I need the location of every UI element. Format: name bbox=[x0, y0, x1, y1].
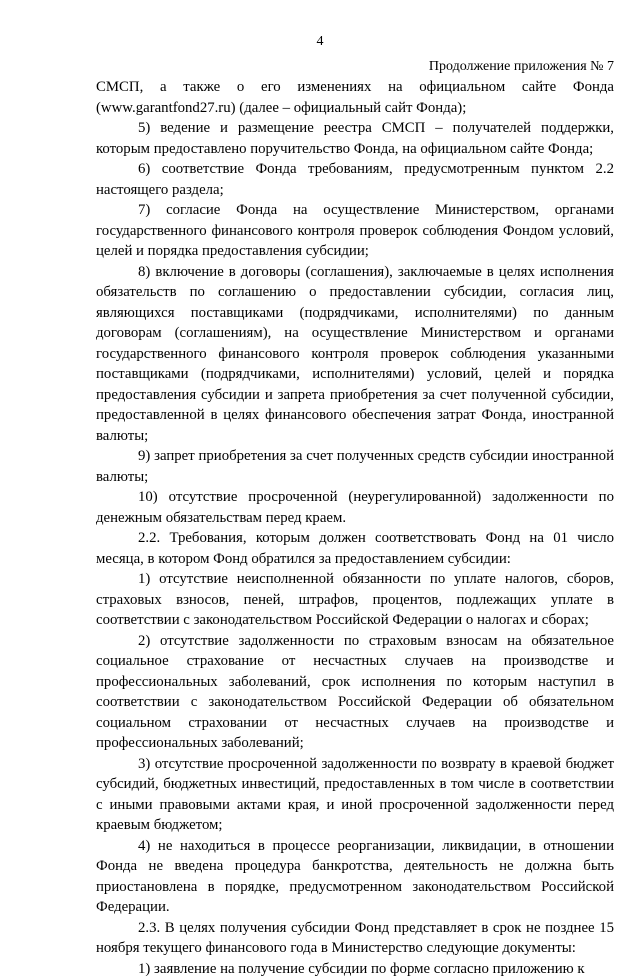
paragraph: 8) включение в договоры (соглашения), заключаемые в целях исполнения обязательств по соглашению о предоставлении субсидии, согласия лиц, являющихся поставщиками (подрядчиками, исполнителями) по данным договорам (соглашениям), на осуществление Министерством и органами государственного финансового контроля проверок соблюдения указанными поставщиками (подрядчиками, исполнителями) условий, целей и порядка предоставления субсидии и запрета приобретения за счет полученной субсидии, предоставленной в целях финансового обеспечения затрат Фонда, иностранной валюты; bbox=[96, 262, 614, 447]
paragraph: 6) соответствие Фонда требованиям, предусмотренным пунктом 2.2 настоящего раздела; bbox=[96, 159, 614, 200]
paragraph: 2) отсутствие задолженности по страховым взносам на обязательное социальное страхование от несчастных случаев на производстве и профессиональных заболеваний, срок исполнения по которым наступил в соответствии с законодательством Российской Федерации об обязательном социальном страховании от несчастных случаев на производстве и профессиональных заболеваний; bbox=[96, 631, 614, 754]
paragraph: 1) отсутствие неисполненной обязанности по уплате налогов, сборов, страховых взносов, пеней, штрафов, процентов, подлежащих уплате в соответствии с законодательством Российской Федерации о налогах и сборах; bbox=[96, 569, 614, 631]
page-number: 4 bbox=[0, 34, 640, 50]
section-paragraph: 2.2. Требования, которым должен соответствовать Фонд на 01 число месяца, в котором Фонд обратился за предоставлением субсидии: bbox=[96, 528, 614, 569]
paragraph: 3) отсутствие просроченной задолженности по возврату в краевой бюджет субсидий, бюджетных инвестиций, предоставленных в том числе в соответствии с иными правовыми актами края, и иной просроченной задолженности перед краевым бюджетом; bbox=[96, 754, 614, 836]
appendix-continuation-label: Продолжение приложения № 7 bbox=[429, 59, 614, 75]
paragraph: 7) согласие Фонда на осуществление Министерством, органами государственного финансового контроля проверок соблюдения Фондом условий, целей и порядка предоставления субсидии; bbox=[96, 200, 614, 262]
paragraph: 4) не находиться в процессе реорганизации, ликвидации, в отношении Фонда не введена процедура банкротства, деятельность не должна быть приостановлена в порядке, предусмотренном законодательством Российской Федерации. bbox=[96, 836, 614, 918]
document-body bbox=[96, 77, 614, 979]
paragraph: 1) заявление на получение субсидии по форме согласно приложению к bbox=[96, 959, 614, 979]
section-paragraph: 2.3. В целях получения субсидии Фонд представляет в срок не позднее 15 ноября текущего финансового года в Министерство следующие документы: bbox=[96, 918, 614, 959]
paragraph: 9) запрет приобретения за счет полученных средств субсидии иностранной валюты; bbox=[96, 446, 614, 487]
paragraph: СМСП, а также о его изменениях на официальном сайте Фонда (www.garantfond27.ru) (далее – официальный сайт Фонда); bbox=[96, 77, 614, 118]
paragraph: 5) ведение и размещение реестра СМСП – получателей поддержки, которым предоставлено поручительство Фонда, на официальном сайте Фонда; bbox=[96, 118, 614, 159]
paragraph: 10) отсутствие просроченной (неурегулированной) задолженности по денежным обязательствам перед краем. bbox=[96, 487, 614, 528]
